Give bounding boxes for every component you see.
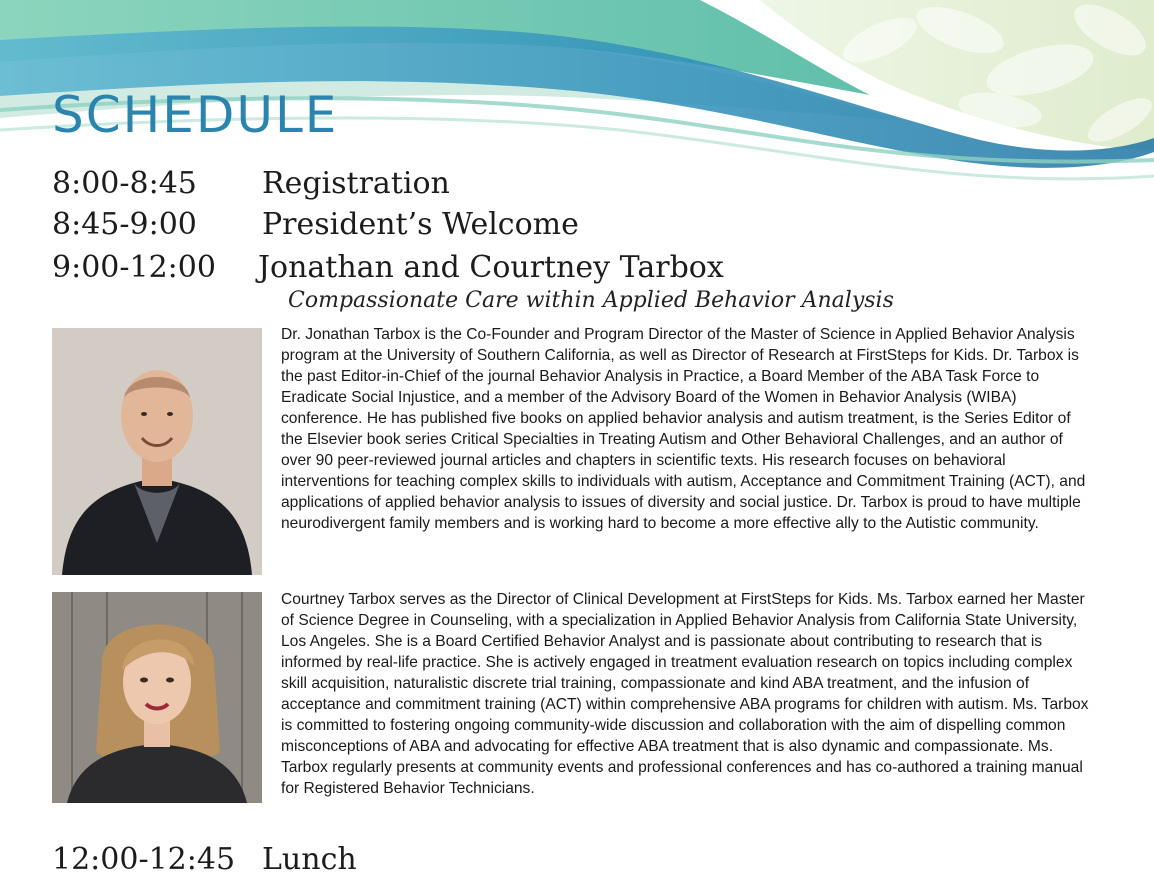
session-subtitle: Compassionate Care within Applied Behavior Analysis [288,288,894,313]
speaker-photo-courtney [52,592,262,803]
schedule-event: Registration [262,166,450,201]
speaker-bio-courtney: Courtney Tarbox serves as the Director of Clinical Development at FirstSteps for Kids. Ms. Tarbox earned her Master of Science Degree in Counseling, with a specialization in Applied Behavior Analysis from California State University, Los Angeles. She is a Board Certified Behavior Analyst and is passionate about contributing to research that is informed by real-life practice. She is actively engaged in treatment evaluation research on topics including complex skill acquisition, naturalistic discrete trial training, compassionate and kind ABA treatment, and the infusion of acceptance and commitment training (ACT) within comprehensive ABA programs for children with autism. Ms. Tarbox is committed to fostering ongoing community-wide discussion and collaboration with the aim of dispelling common misconceptions of ABA and advocating for effective ABA treatment that is also dynamic and compassionate. Ms. Tarbox regularly presents at community events and professional conferences and has co-authored a training manual for Registered Behavior Technicians. [281,591,1089,797]
speaker-bio-jonathan: Dr. Jonathan Tarbox is the Co-Founder and Program Director of the Master of Science in Applied Behavior Analysis program at the University of Southern California, as well as Director of Research at FirstSteps for Kids. Dr. Tarbox is the past Editor-in-Chief of the journal Behavior Analysis in Practice, a Board Member of the ABA Task Force to Eradicate Social Injustice, and a member of the Advisory Board of the Women in Behavior Analysis (WIBA) conference. He has published five books on applied behavior analysis and autism treatment, is the Series Editor of the Elsevier book series Critical Specialties in Treating Autism and Other Behavioral Challenges, and an author of over 90 peer-reviewed journal articles and chapters in scientific texts. His research focuses on behavioral interventions for teaching complex skills to individuals with autism, Acceptance and Commitment Training (ACT), and applications of applied behavior analysis to issues of diversity and social justice. Dr. Tarbox is proud to have multiple neurodivergent family members and is working hard to become a more effective ally to the Autistic community. [281,326,1086,532]
schedule-row-welcome [52,207,579,243]
schedule-event: Lunch [262,842,357,877]
schedule-row-registration [52,166,450,202]
schedule-time: 12:00-12:45 [52,842,236,877]
schedule-row-keynote [52,250,724,286]
schedule-event: President’s Welcome [262,207,579,242]
speaker-photo-icon [52,328,262,575]
page-title: SCHEDULE [52,86,339,144]
speaker-photo-icon [52,592,262,803]
schedule-time: 8:45-9:00 [52,207,197,242]
schedule-row-lunch [52,842,357,878]
speaker-photo-jonathan [52,328,262,575]
schedule-time: 8:00-8:45 [52,166,197,201]
schedule-time: 9:00-12:00 [52,250,216,285]
schedule-event: Jonathan and Courtney Tarbox [258,250,724,285]
